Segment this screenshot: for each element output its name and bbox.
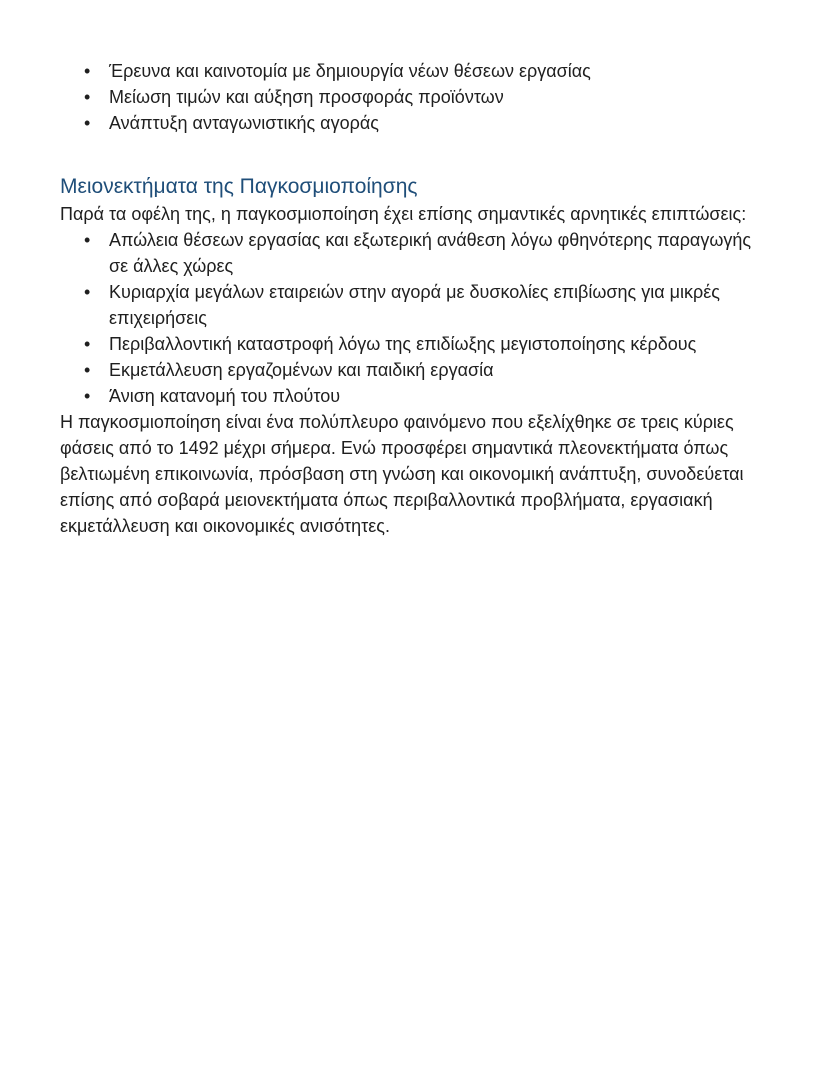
advantages-list: [60, 58, 760, 136]
list-item: • Ανάπτυξη ανταγωνιστικής αγοράς: [109, 110, 760, 136]
document-page: [60, 58, 760, 539]
list-item: • Έρευνα και καινοτομία με δημιουργία νέων θέσεων εργασίας: [109, 58, 760, 84]
list-item: • Περιβαλλοντική καταστροφή λόγω της επιδίωξης μεγιστοποίησης κέρδους: [109, 331, 760, 357]
list-item: • Μείωση τιμών και αύξηση προσφοράς προϊόντων: [109, 84, 760, 110]
disadvantages-intro-paragraph: Παρά τα οφέλη της, η παγκοσμιοποίηση έχει επίσης σημαντικές αρνητικές επιπτώσεις:: [60, 204, 747, 224]
disadvantages-list: [60, 227, 760, 409]
list-item: • Εκμετάλλευση εργαζομένων και παιδική εργασία: [109, 357, 760, 383]
list-item: • Κυριαρχία μεγάλων εταιρειών στην αγορά με δυσκολίες επιβίωσης για μικρές επιχειρήσεις: [109, 279, 760, 331]
list-item: • Απώλεια θέσεων εργασίας και εξωτερική ανάθεση λόγω φθηνότερης παραγωγής σε άλλες χώρες: [109, 227, 760, 279]
list-item: • Άνιση κατανομή του πλούτου: [109, 383, 760, 409]
conclusion-paragraph: Η παγκοσμιοποίηση είναι ένα πολύπλευρο φαινόμενο που εξελίχθηκε σε τρεις κύριες φάσεις από το 1492 μέχρι σήμερα. Ενώ προσφέρει σημαντικά πλεονεκτήματα όπως βελτιωμένη επικοινωνία, πρόσβαση στη γνώση και οικονομική ανάπτυξη, συνοδεύεται επίσης από σοβαρά μειονεκτήματα όπως περιβαλλοντικά προβλήματα, εργασιακή εκμετάλλευση και οικονομικές ανισότητες.: [60, 412, 744, 536]
section-heading-disadvantages: Μειονεκτήματα της Παγκοσμιοποίησης: [60, 175, 418, 198]
